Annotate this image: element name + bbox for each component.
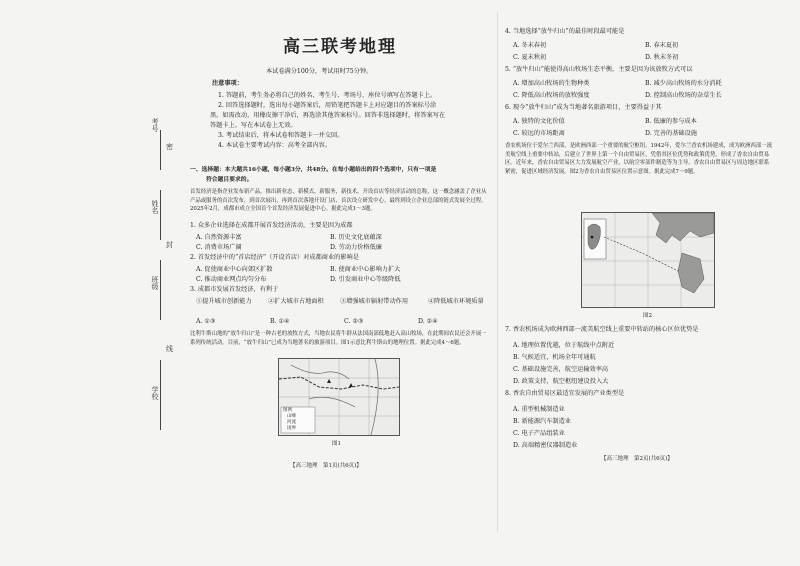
q1-option-c: C. 消费市场广阔 xyxy=(196,244,242,251)
exam-number-label: 考号 xyxy=(151,118,159,132)
seal-char-xian: 线 xyxy=(166,345,173,353)
map1-legend-title: 图例 xyxy=(283,408,292,413)
q8-option-c: C. 电子产品组装业 xyxy=(513,430,565,437)
figure-2-map xyxy=(581,212,715,308)
map1-legend-peak: 山峰 xyxy=(287,414,296,419)
mountain-peak-icon xyxy=(349,383,353,387)
section-heading: 一、选择题：本大题共16小题，每小题3分，共48分。在每小题给出的四个选项中，只有一项是 xyxy=(190,167,437,173)
q5-option-b: B. 减少高山牧场的水分消耗 xyxy=(645,80,722,87)
q8-option-a: A. 重型机械制造业 xyxy=(513,406,565,413)
q7-option-d: D. 政策支持，航空枢纽建设投入大 xyxy=(513,378,609,385)
binding-line xyxy=(160,260,161,320)
q7-option-a: A. 地理位置优越，位于航线中点附近 xyxy=(513,342,615,349)
q2-option-d: D. 引发商业中心等级降低 xyxy=(330,276,401,283)
q6-option-d: D. 完善的基础设施 xyxy=(645,130,697,137)
binding-line xyxy=(160,360,161,430)
q5-option-a: A. 增加高山牧场的生物种类 xyxy=(513,80,590,87)
q3-item-1: ①提升城市创新能力 xyxy=(196,298,252,305)
q1-option-d: D. 劳动力价格低廉 xyxy=(330,244,382,251)
left-page-footer: 【高三地理 第1页(共6页)】 xyxy=(290,463,362,469)
figure-2-caption: 图2 xyxy=(643,313,652,319)
q1-option-a: A. 自然资源丰富 xyxy=(196,234,242,241)
binding-line xyxy=(160,130,161,170)
question-6: 6. 现今“放牛归山”成为当地著名旅游项目，主要得益于其 xyxy=(505,104,662,111)
score-line: 本试卷满分100分，考试用时75分钟。 xyxy=(266,68,373,75)
question-1: 1. 众多企业选择在成都开展首发经济活动，主要是因为成都 xyxy=(190,222,353,229)
figure-1-map xyxy=(278,358,400,436)
figure-1-caption: 图1 xyxy=(332,441,341,447)
q3-option-b: B. ①④ xyxy=(270,318,290,325)
seal-char-feng: 封 xyxy=(166,241,173,249)
pyrenees-map-svg xyxy=(279,359,399,435)
question-8: 8. 香农自由贸易区最适宜发展的产业类型是 xyxy=(505,390,625,397)
exam-title: 高三联考地理 xyxy=(283,37,397,57)
section-heading-cont: 符合题目要求的。 xyxy=(206,177,253,183)
q2-option-b: B. 使商业中心影响力扩大 xyxy=(330,266,401,273)
notes-heading: 注意事项： xyxy=(212,80,243,87)
map1-legend-river: 河流 xyxy=(287,420,296,425)
q1-option-b: B. 历史文化底蕴深 xyxy=(330,234,382,241)
seal-char-mi: 密 xyxy=(166,143,173,151)
q8-option-d: D. 高端精密仪器制造业 xyxy=(513,442,578,449)
binding-line xyxy=(160,190,161,240)
school-label: 学校 xyxy=(151,386,159,400)
note-line: 2. 回答选择题时，选出每小题答案后，用铅笔把答题卡上对应题目的答案标号涂 xyxy=(218,102,437,109)
class-label: 班级 xyxy=(151,276,159,290)
q6-option-c: C. 较远的市场距离 xyxy=(513,130,565,137)
note-line: 黑。如需改动，用橡皮擦干净后，再选涂其他答案标号。回答非选择题时，将答案写在 xyxy=(210,112,446,119)
q2-option-c: C. 推动商业网点均匀分布 xyxy=(196,276,267,283)
note-line: 答题卡上。写在本试卷上无效。 xyxy=(210,122,297,129)
q3-option-c: C. ②③ xyxy=(344,318,364,325)
passage-3: 香农机场位于爱尔兰西部，是欧洲西部一个重要的航空枢纽。1942年，爱尔兰香农机场建成，成为欧洲西部一流美航空线上重要中转站，后建立了世界上第一个自由贸易区，凭借其区位优势和政策优势，形成了香农自由贸易区。近年来，香农自由贸易区大力发展航空产业，以航空零部件制造等为主导。香农自由贸易区与周边地区联系紧密，促进区域经济发展。图2为香农自由贸易区位置示意图。据此完成7～9题。 xyxy=(505,143,773,175)
q4-option-a: A. 冬末春初 xyxy=(513,42,547,49)
q6-option-b: B. 低廉的参与成本 xyxy=(645,118,697,125)
note-line: 4. 本试卷主要考试内容：高考全部内容。 xyxy=(218,142,332,149)
question-3: 3. 成都市发展首发经济，有利于 xyxy=(190,286,279,293)
q3-item-2: ②扩大城市占地面积 xyxy=(268,298,324,305)
q5-option-c: C. 降低高山牧场的放牧强度 xyxy=(513,92,590,99)
q4-option-b: B. 春末夏初 xyxy=(645,42,679,49)
right-page-footer: 【高三地理 第2页(共6页)】 xyxy=(601,456,673,462)
note-line: 3. 考试结束后，将本试卷和答题卡一并交回。 xyxy=(218,132,344,139)
q3-item-4: ④降低城市环境质量 xyxy=(428,298,484,305)
q2-option-a: A. 促使商业中心向郊区扩散 xyxy=(196,266,273,273)
passage-2: 比利牛斯山地的“放牛归山”是一种古老的放牧方式，当地农民将牛群从法国南部低地赶入高山牧场，在此期间农民还会开展一系列传统活动。目前，“放牛归山”已成为当地著名的旅游项目。图1示意比利牛斯山的地理位置。据此完成4～6题。 xyxy=(190,331,487,346)
q3-option-a: A. ①③ xyxy=(196,318,216,325)
q6-option-a: A. 独特的文化价值 xyxy=(513,118,565,125)
q4-option-c: C. 夏末秋初 xyxy=(513,54,547,61)
q7-option-c: C. 基础设施完善，航空运输效率高 xyxy=(513,366,609,373)
note-line: 1. 答题前，考生务必将自己的姓名、考生号、考场号、座位号填写在答题卡上。 xyxy=(218,92,437,99)
question-2: 2. 首发经济中的“首店经济”（开设首店）对成都商业的影响是 xyxy=(190,254,359,261)
mountain-peak-icon xyxy=(327,379,331,383)
question-7: 7. 香农机场成为欧洲西部一流美航空线上重要中转站的核心区位优势是 xyxy=(505,326,699,333)
shannon-airport-icon xyxy=(591,236,594,239)
q8-option-b: B. 新能源汽车制造业 xyxy=(513,418,571,425)
q5-option-d: D. 控制高山牧场的杂草生长 xyxy=(645,92,722,99)
q4-option-d: D. 秋末冬初 xyxy=(645,54,679,61)
q7-option-b: B. 气候适宜，机场全年可通航 xyxy=(513,354,596,361)
ireland-shannon-map-svg xyxy=(582,213,714,307)
page-divider xyxy=(497,12,498,532)
question-4: 4. 当地选择“放牛归山”的最佳时段最可能是 xyxy=(505,28,625,35)
q3-item-3: ③增强城市辐射带动作用 xyxy=(340,298,409,305)
name-label: 姓名 xyxy=(151,200,159,214)
q3-option-d: D. ②④ xyxy=(418,318,438,325)
passage-1: 首发经济是指企业发布新产品，推出新业态、新模式、新服务，新技术，开设首店等经济活动的总称，这一概念涵盖了企业从产品或服务的首次发布，到首次展出，再到首次落地开设门店、首次设立研发中心，最终到设立企业总部的链式发展全过程。2025年2月，成都市成立全国首个首发经济发展促进中心。据此完成1～3题。 xyxy=(190,189,487,213)
map1-legend-border: 国界 xyxy=(287,426,296,431)
question-5: 5. “放牛归山”能使得高山牧场生态平衡，主要是因为该放牧方式可以 xyxy=(505,66,693,73)
